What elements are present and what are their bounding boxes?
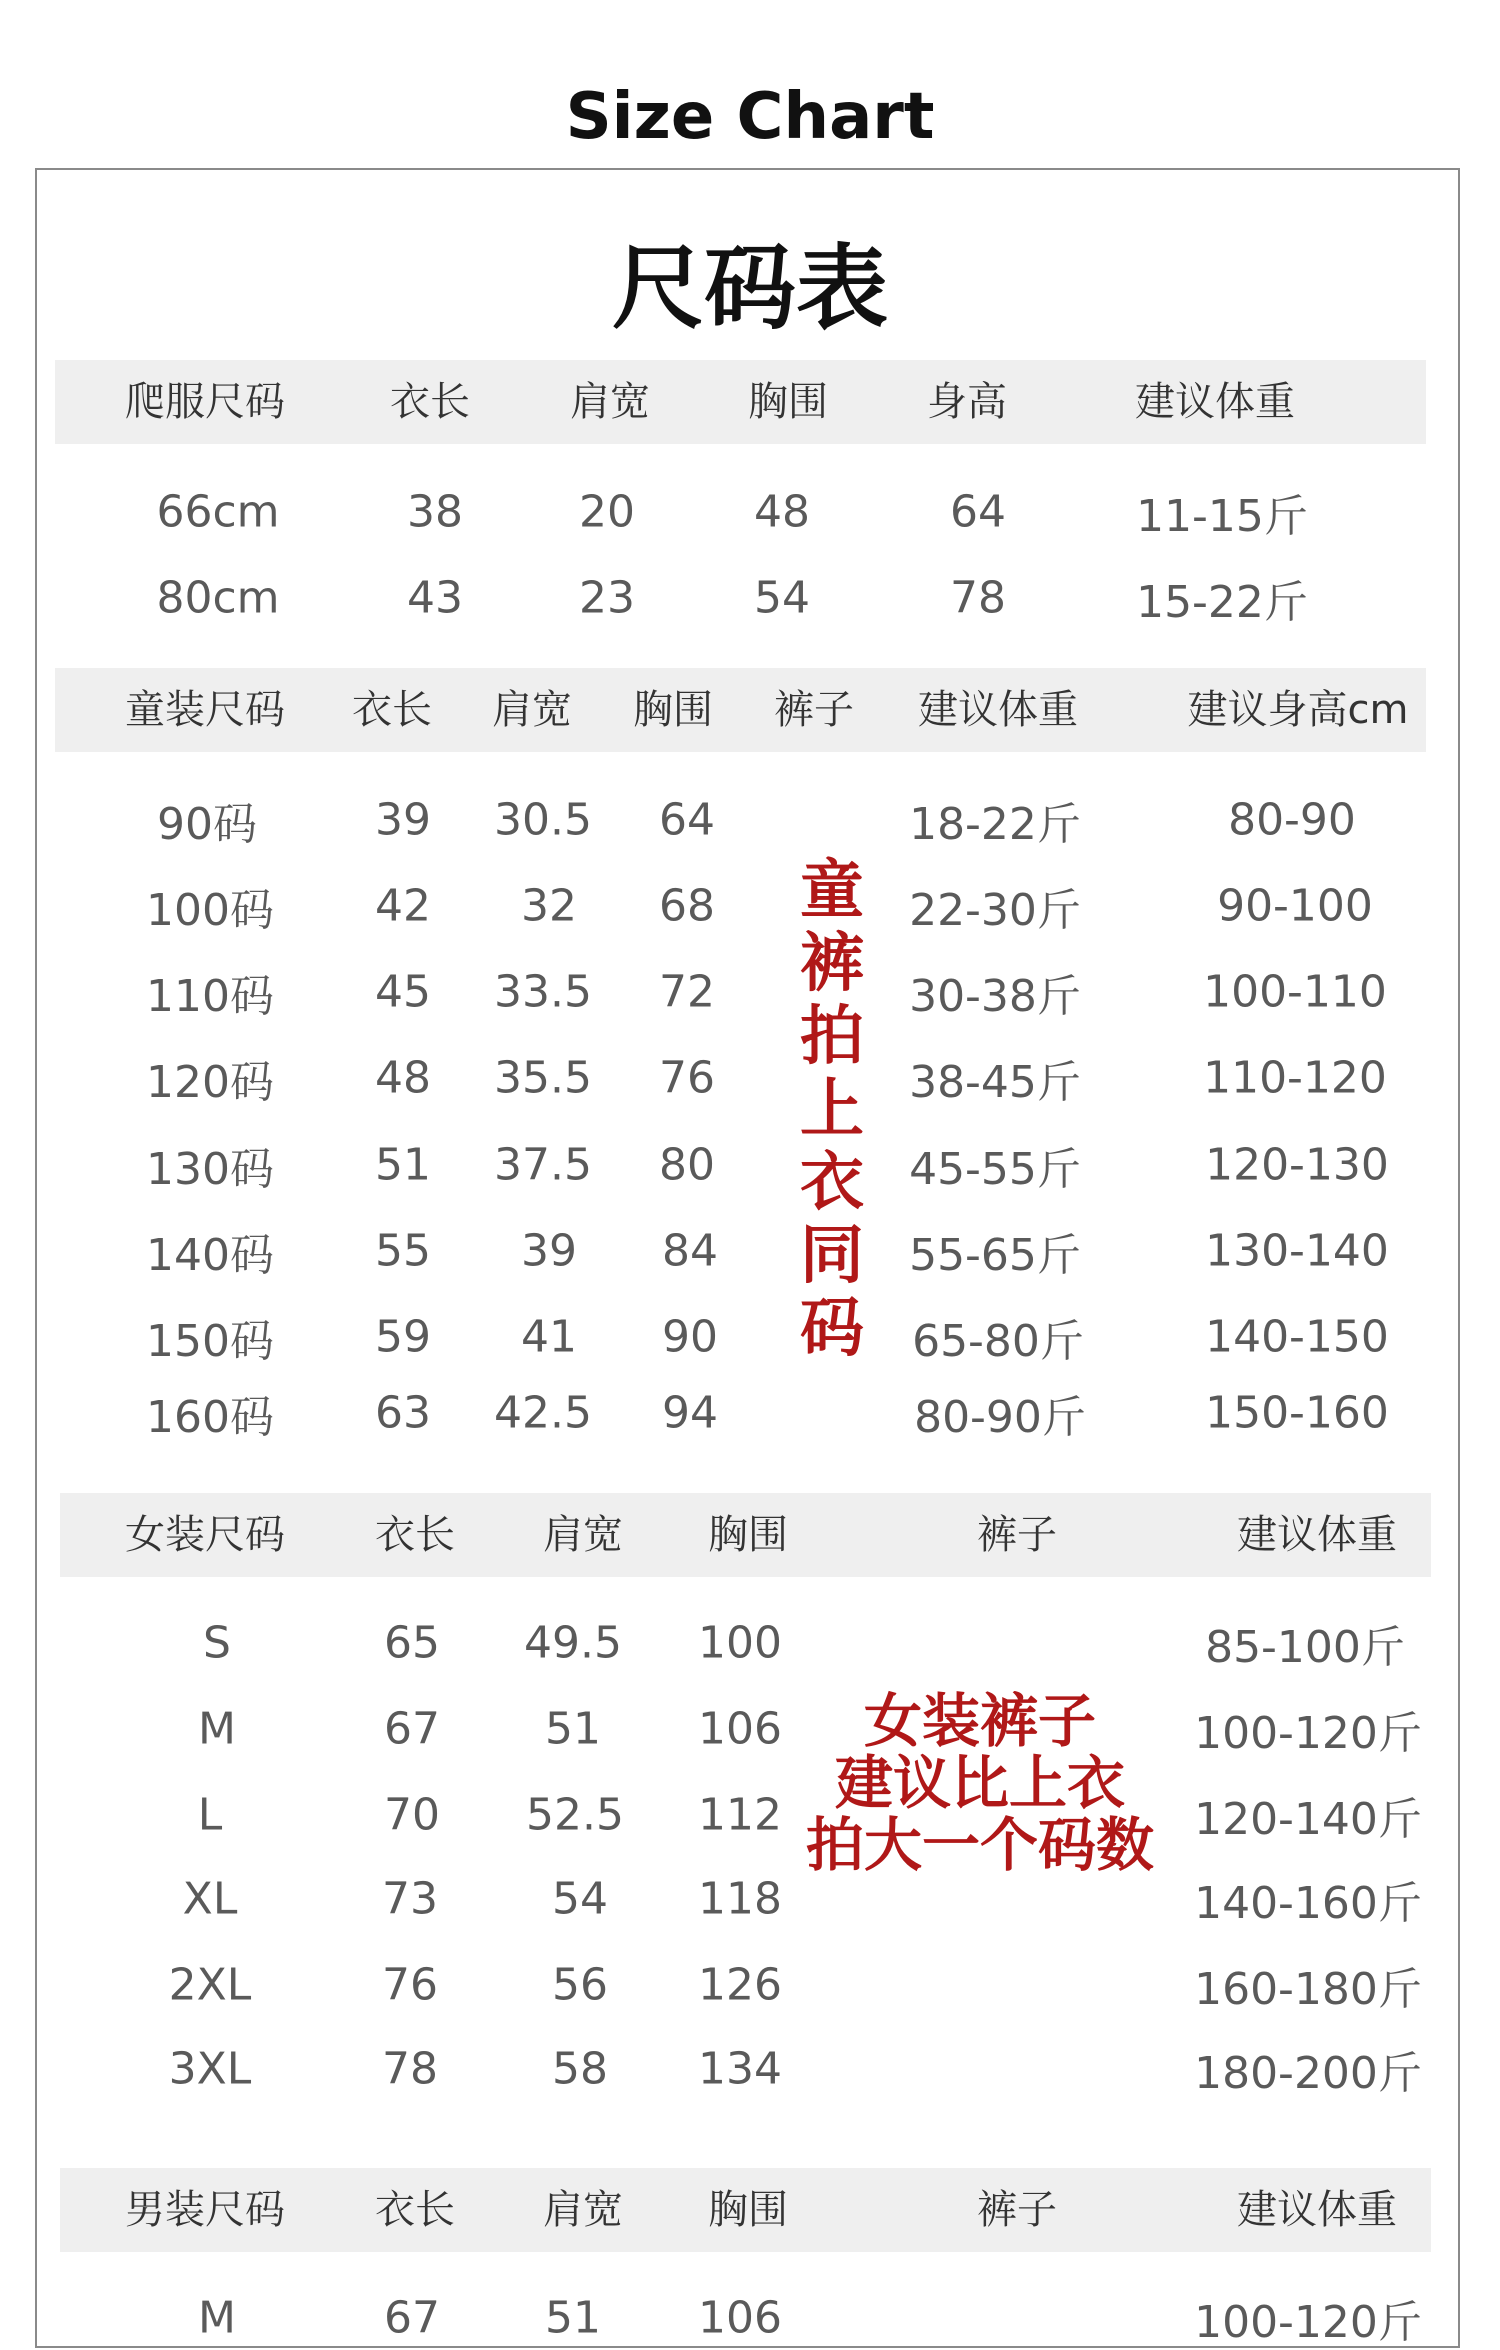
men-header-size: 男装尺码 — [125, 2187, 285, 2233]
table-cell: 78 — [950, 572, 1006, 624]
table-cell: 18-22斤 — [909, 799, 1081, 850]
table-cell: 118 — [698, 1873, 782, 1925]
table-cell: 32 — [521, 880, 577, 932]
table-cell: 84 — [662, 1225, 718, 1277]
women-header-pants: 裤子 — [977, 1512, 1057, 1558]
table-cell: 55-65斤 — [909, 1230, 1081, 1281]
table-cell: 38-45斤 — [909, 1057, 1081, 1108]
table-cell: 59 — [375, 1311, 431, 1363]
table-cell: 94 — [662, 1387, 718, 1439]
note-line: 女装裤子 — [863, 1687, 1096, 1755]
chart-title: 尺码表 — [611, 235, 888, 342]
table-cell: 120-130 — [1205, 1139, 1389, 1191]
table-cell: 140码 — [146, 1230, 274, 1281]
table-cell: M — [198, 2292, 236, 2344]
kids-pants-note — [800, 854, 864, 1366]
table-cell: 100-120斤 — [1194, 1708, 1422, 1759]
table-cell: 11-15斤 — [1136, 491, 1308, 542]
note-char: 衣 — [800, 1146, 864, 1220]
table-cell: 20 — [579, 486, 635, 538]
table-cell: 42.5 — [494, 1387, 592, 1439]
table-cell: 80-90斤 — [914, 1392, 1086, 1443]
climbing-header-shoulder: 肩宽 — [570, 379, 650, 425]
table-cell: 51 — [545, 1703, 601, 1755]
table-cell: 120码 — [146, 1057, 274, 1108]
table-cell: 80-90 — [1228, 794, 1356, 846]
climbing-header — [55, 360, 1426, 444]
climbing-header-height: 身高 — [927, 379, 1007, 425]
note-line: 拍大一个码数 — [805, 1811, 1154, 1879]
table-cell: 51 — [375, 1139, 431, 1191]
table-cell: 110码 — [146, 971, 274, 1022]
table-cell: 65-80斤 — [912, 1316, 1084, 1367]
men-header — [60, 2168, 1431, 2252]
table-cell: 78 — [382, 2043, 438, 2095]
kids-header-length: 衣长 — [352, 687, 432, 733]
table-cell: 37.5 — [494, 1139, 592, 1191]
men-header-length: 衣长 — [375, 2187, 455, 2233]
table-cell: 150码 — [146, 1316, 274, 1367]
table-cell: 76 — [382, 1959, 438, 2011]
table-cell: 140-150 — [1205, 1311, 1389, 1363]
table-cell: 72 — [659, 966, 715, 1018]
table-cell: 126 — [698, 1959, 782, 2011]
kids-header-shoulder: 肩宽 — [492, 687, 572, 733]
note-char: 码 — [800, 1292, 864, 1366]
note-char: 童 — [800, 854, 864, 928]
men-header-shoulder: 肩宽 — [543, 2187, 623, 2233]
table-cell: 63 — [375, 1387, 431, 1439]
table-cell: 70 — [384, 1789, 440, 1841]
table-cell: 76 — [659, 1052, 715, 1104]
kids-header-chest: 胸围 — [633, 687, 713, 733]
table-cell: 55 — [375, 1225, 431, 1277]
note-char: 上 — [800, 1073, 864, 1147]
table-cell: 66cm — [156, 486, 280, 538]
women-pants-note — [790, 1687, 1170, 1879]
table-cell: 180-200斤 — [1194, 2048, 1422, 2099]
table-cell: 100码 — [146, 885, 274, 936]
table-cell: 90 — [662, 1311, 718, 1363]
kids-header-pants: 裤子 — [774, 687, 854, 733]
table-cell: 45-55斤 — [909, 1144, 1081, 1195]
women-header-shoulder: 肩宽 — [543, 1512, 623, 1558]
climbing-header-size: 爬服尺码 — [125, 379, 285, 425]
men-header-pants: 裤子 — [977, 2187, 1057, 2233]
table-cell: 39 — [521, 1225, 577, 1277]
table-cell: 30-38斤 — [909, 971, 1081, 1022]
men-header-chest: 胸围 — [708, 2187, 788, 2233]
table-cell: 48 — [754, 486, 810, 538]
table-cell: 106 — [698, 2292, 782, 2344]
note-char: 裤 — [800, 927, 864, 1001]
table-cell: 67 — [384, 2292, 440, 2344]
table-cell: 160-180斤 — [1194, 1964, 1422, 2015]
table-cell: 54 — [754, 572, 810, 624]
table-cell: 51 — [545, 2292, 601, 2344]
table-cell: 30.5 — [494, 794, 592, 846]
table-cell: 2XL — [168, 1959, 252, 2011]
kids-header — [55, 668, 1426, 752]
table-cell: 90码 — [157, 799, 257, 850]
table-cell: 23 — [579, 572, 635, 624]
table-cell: 150-160 — [1205, 1387, 1389, 1439]
table-cell: 160码 — [146, 1392, 274, 1443]
table-cell: 140-160斤 — [1194, 1878, 1422, 1929]
table-cell: M — [198, 1703, 236, 1755]
women-header-chest: 胸围 — [708, 1512, 788, 1558]
table-cell: 120-140斤 — [1194, 1794, 1422, 1845]
kids-header-size: 童装尺码 — [125, 687, 285, 733]
table-cell: 110-120 — [1203, 1052, 1387, 1104]
table-cell: 54 — [552, 1873, 608, 1925]
table-cell: 15-22斤 — [1136, 577, 1308, 628]
table-cell: 39 — [375, 794, 431, 846]
table-cell: 67 — [384, 1703, 440, 1755]
table-cell: XL — [182, 1873, 238, 1925]
table-cell: 45 — [375, 966, 431, 1018]
table-cell: 43 — [407, 572, 463, 624]
table-cell: 90-100 — [1217, 880, 1373, 932]
table-cell: 100-110 — [1203, 966, 1387, 1018]
table-cell: 100-120斤 — [1194, 2297, 1422, 2348]
page-heading: Size Chart — [565, 80, 935, 154]
table-cell: 42 — [375, 880, 431, 932]
note-char: 同 — [800, 1219, 864, 1293]
climbing-header-length: 衣长 — [390, 379, 470, 425]
women-header-weight: 建议体重 — [1237, 1512, 1397, 1558]
women-header — [60, 1493, 1431, 1577]
women-header-length: 衣长 — [375, 1512, 455, 1558]
table-cell: 85-100斤 — [1205, 1622, 1405, 1673]
note-char: 拍 — [800, 1000, 864, 1074]
men-header-weight: 建议体重 — [1237, 2187, 1397, 2233]
table-cell: 38 — [407, 486, 463, 538]
kids-header-height: 建议身高cm — [1187, 687, 1409, 733]
table-cell: 64 — [659, 794, 715, 846]
table-cell: 106 — [698, 1703, 782, 1755]
table-cell: 35.5 — [494, 1052, 592, 1104]
table-cell: 64 — [950, 486, 1006, 538]
table-cell: 65 — [384, 1617, 440, 1669]
table-cell: 130-140 — [1205, 1225, 1389, 1277]
climbing-header-chest: 胸围 — [748, 379, 828, 425]
table-cell: 49.5 — [524, 1617, 622, 1669]
table-cell: 68 — [659, 880, 715, 932]
table-cell: 80cm — [156, 572, 280, 624]
table-cell: 22-30斤 — [909, 885, 1081, 936]
table-cell: L — [197, 1789, 223, 1841]
table-cell: 112 — [698, 1789, 782, 1841]
table-cell: 100 — [698, 1617, 782, 1669]
table-cell: S — [203, 1617, 231, 1669]
table-cell: 3XL — [168, 2043, 252, 2095]
table-cell: 33.5 — [494, 966, 592, 1018]
table-cell: 52.5 — [526, 1789, 624, 1841]
table-cell: 134 — [698, 2043, 782, 2095]
table-cell: 73 — [382, 1873, 438, 1925]
table-cell: 80 — [659, 1139, 715, 1191]
table-cell: 58 — [552, 2043, 608, 2095]
climbing-header-weight: 建议体重 — [1135, 379, 1295, 425]
kids-header-weight: 建议体重 — [918, 687, 1078, 733]
note-line: 建议比上衣 — [834, 1749, 1125, 1817]
women-header-size: 女装尺码 — [125, 1512, 285, 1558]
table-cell: 41 — [521, 1311, 577, 1363]
table-cell: 56 — [552, 1959, 608, 2011]
table-cell: 48 — [375, 1052, 431, 1104]
table-cell: 130码 — [146, 1144, 274, 1195]
